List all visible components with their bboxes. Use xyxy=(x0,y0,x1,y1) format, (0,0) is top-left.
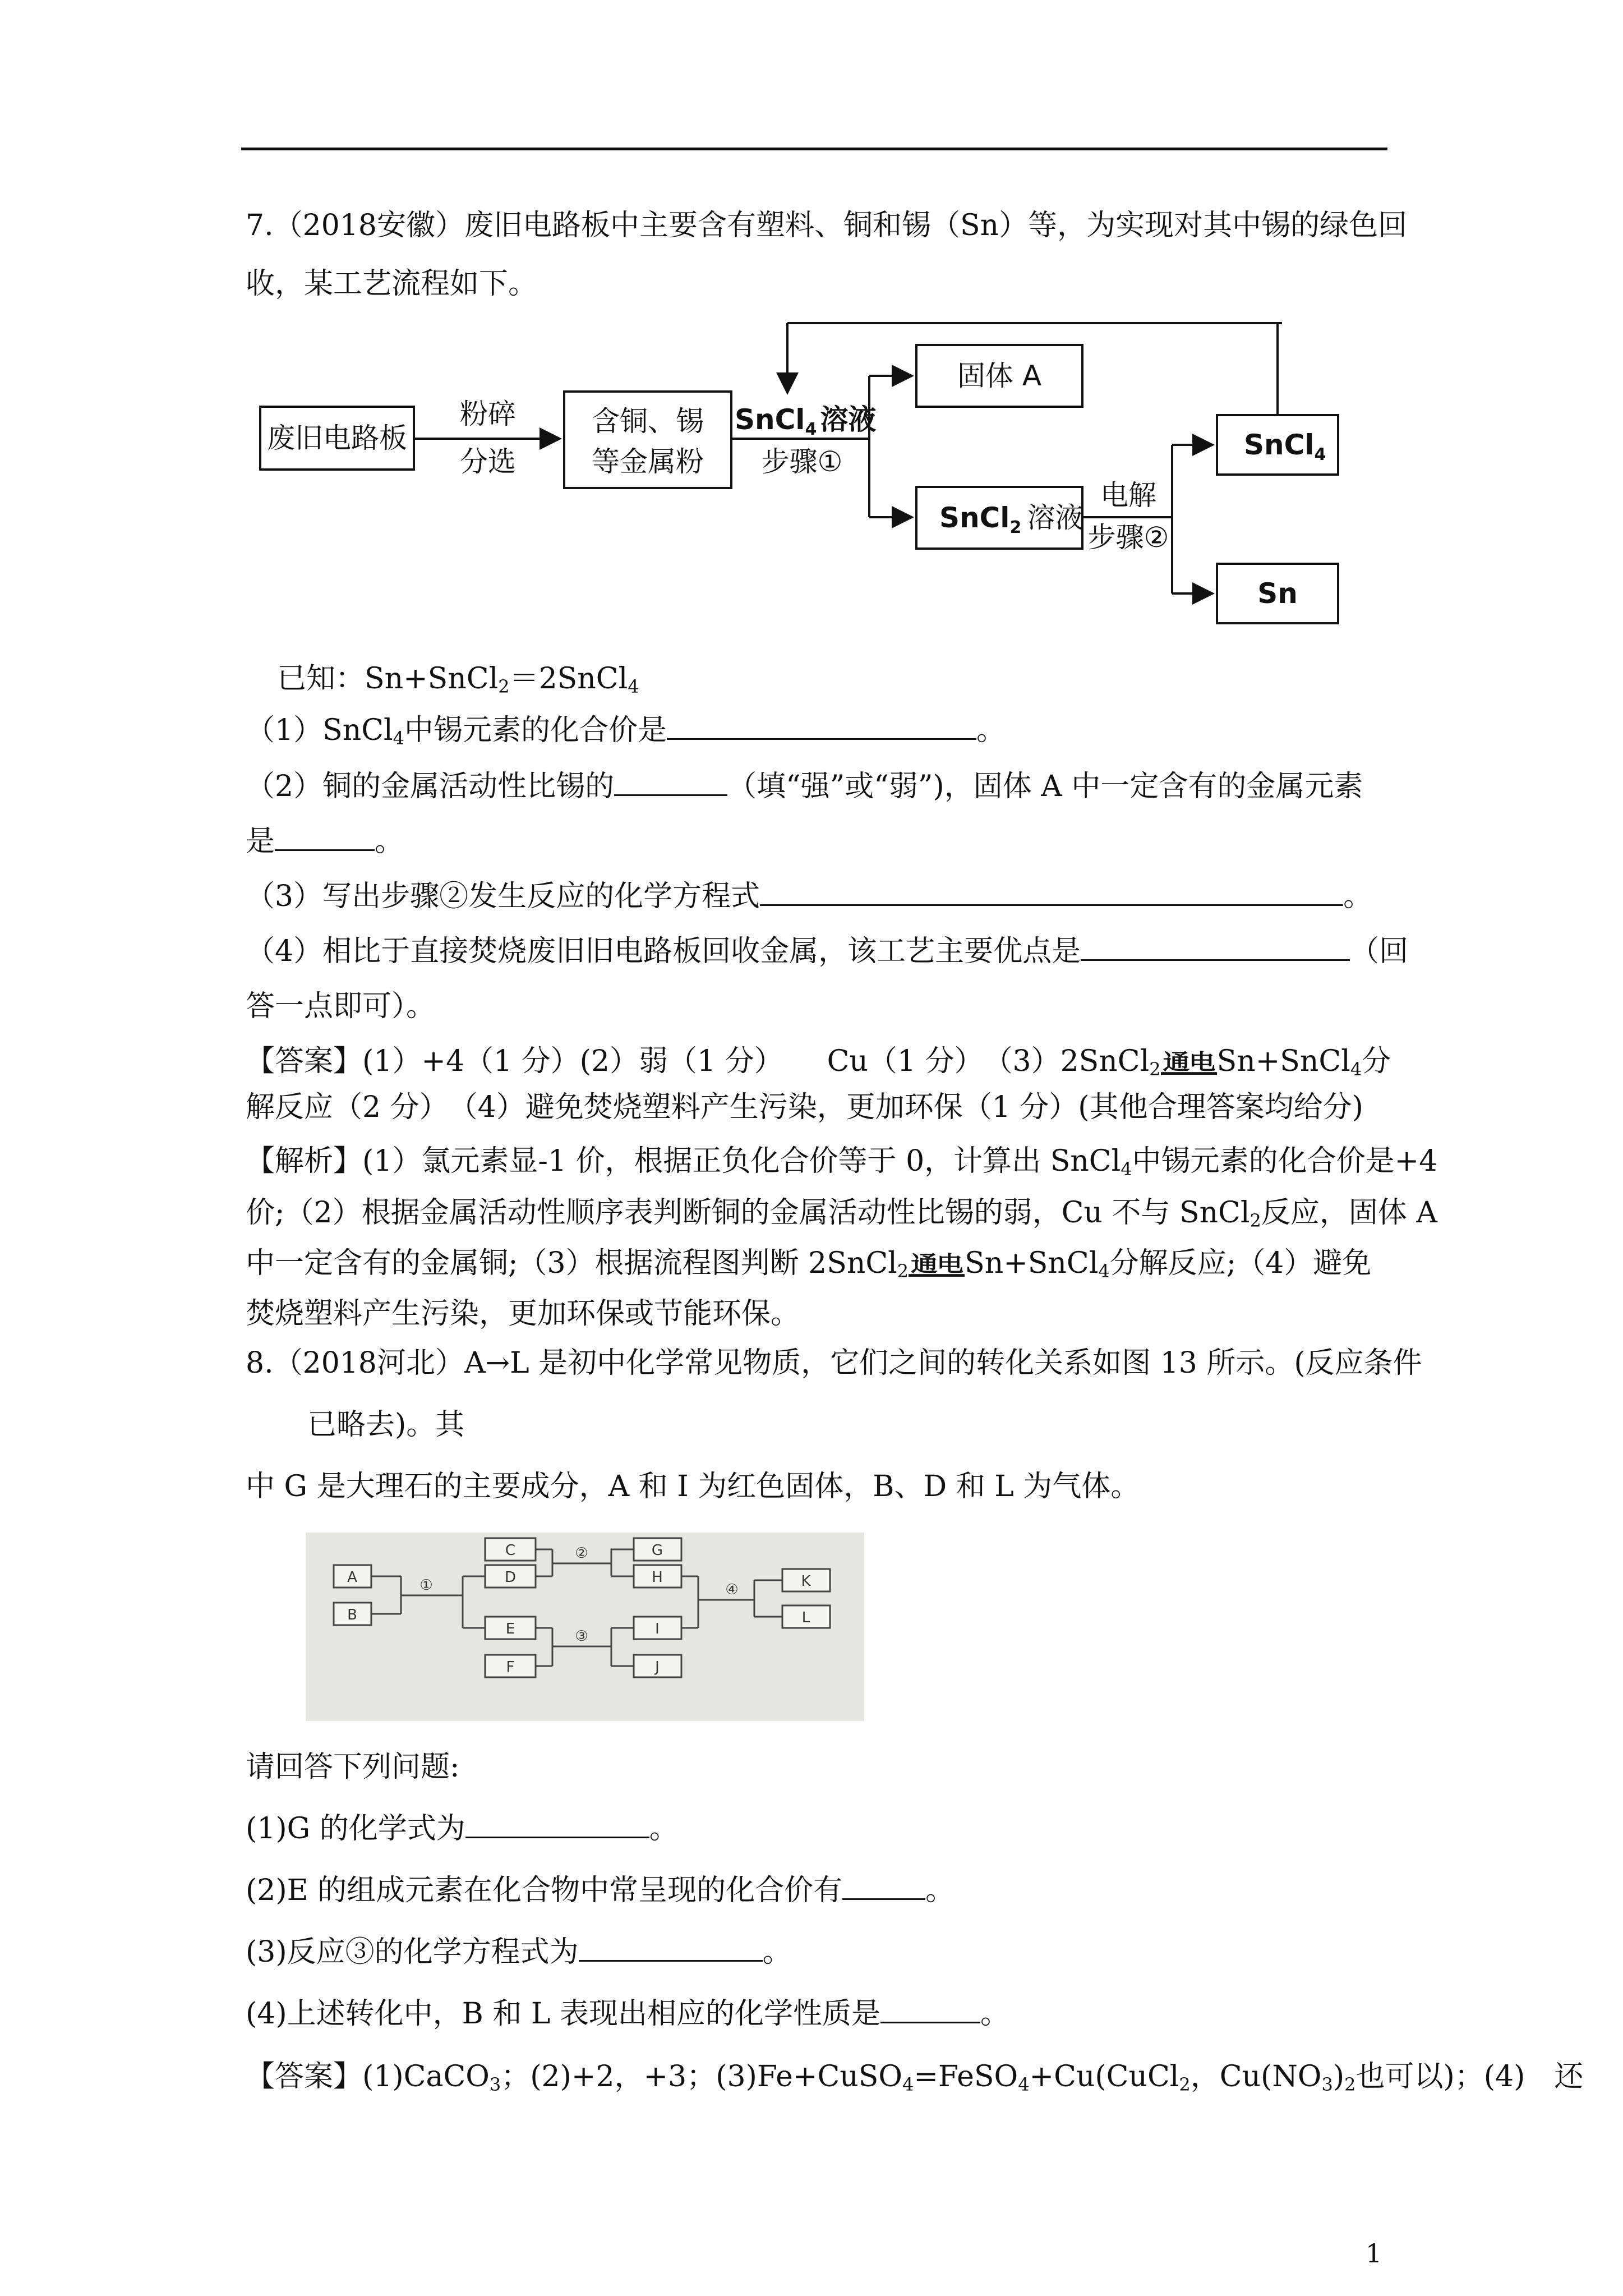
node-e: E xyxy=(505,1621,515,1637)
node-l: L xyxy=(801,1609,810,1626)
node-h: H xyxy=(652,1569,663,1586)
node-g: G xyxy=(651,1542,663,1559)
reaction-1: ① xyxy=(419,1577,433,1594)
q8-sub3: (3)反应③的化学方程式为 。 xyxy=(246,1935,792,1969)
q8-sub2: (2)E 的组成元素在化合物中常呈现的化合价有 。 xyxy=(246,1874,955,1907)
q7-sub3: （3）写出步骤②发生反应的化学方程式 。 xyxy=(246,880,1373,913)
node-i: I xyxy=(655,1621,660,1637)
sncl4-label: SnCl$_4$ xyxy=(1244,429,1326,464)
answer-blank[interactable] xyxy=(880,1997,980,2023)
node-k: K xyxy=(801,1573,811,1590)
answer-blank[interactable] xyxy=(579,1935,763,1962)
answer-blank[interactable] xyxy=(614,770,727,796)
q8-stem-line3: 中 G 是大理石的主要成分，A 和 I 为红色固体，B、D 和 L 为气体。 xyxy=(246,1470,1140,1503)
step1-chem: SnCl$_4$ 溶液 xyxy=(735,403,877,439)
q7-sub2-line1: （2）铜的金属活动性比锡的 （填“强”或“弱”)，固体 A 中一定含有的金属元素 xyxy=(246,770,1363,803)
q8-prompt: 请回答下列问题: xyxy=(246,1750,460,1784)
q7-sub4-line1: （4）相比于直接焚烧废旧旧电路板回收金属，该工艺主要优点是 （回 xyxy=(246,935,1409,968)
answer-blank[interactable] xyxy=(275,825,375,851)
answer-blank[interactable] xyxy=(842,1874,925,1900)
q7-analysis-line2: 价;（2）根据金属活动性顺序表判断铜的金属活动性比锡的弱，Cu 不与 SnCl$_2$反应，固体 A xyxy=(246,1196,1437,1231)
solid-a-label: 固体 A xyxy=(957,360,1042,392)
arrow1-top: 粉碎 xyxy=(460,398,516,430)
node-a: A xyxy=(347,1569,357,1586)
q7-answer-line1: 【答案】(1）+4（1 分）(2）弱（1 分） Cu（1 分） （3）2SnCl$_2$通电Sn+SnCl$_4$分 xyxy=(246,1045,1391,1080)
q8-sub4: (4)上述转化中，B 和 L 表现出相应的化学性质是 。 xyxy=(246,1997,1010,2031)
q8-stem-line2: 已略去)。其 xyxy=(307,1408,465,1442)
answer-blank[interactable] xyxy=(760,880,1343,906)
q7-flowchart xyxy=(241,309,1357,628)
q7-known: 已知：Sn+SnCl$_2$＝2SnCl$_4$ xyxy=(277,662,639,697)
q7-sub4-line2: 答一点即可）。 xyxy=(246,990,436,1023)
answer-blank[interactable] xyxy=(465,1812,649,1838)
node-j: J xyxy=(655,1659,660,1676)
q7-analysis-line3: 中一定含有的金属铜;（3）根据流程图判断 2SnCl$_2$通电Sn+SnCl$_4$分解反应;（4）避免 xyxy=(246,1246,1372,1282)
q8-answer: 【答案】(1)CaCO$_3$；(2)+2，+3；(3)Fe+CuSO$_4$=FeSO$_4$+Cu(CuCl$_2$，$Cu(NO_3)_2$也可以)；(4) 还 xyxy=(246,2060,1584,2095)
sn-label: Sn xyxy=(1257,577,1298,610)
step1-label: 步骤① xyxy=(761,445,843,478)
q7-stem-line1: 7.（2018安徽）废旧电路板中主要含有塑料、铜和锡（Sn）等，为实现对其中锡的绿色回 xyxy=(246,209,1408,242)
q8-relation-diagram xyxy=(306,1533,864,1721)
q7-stem-line2: 收，某工艺流程如下。 xyxy=(246,267,538,301)
q7-analysis-line1: 【解析】(1）氯元素显-1 价，根据正负化合价等于 0，计算出 SnCl$_4$中锡元素的化合价是+4 xyxy=(246,1144,1438,1180)
node-d: D xyxy=(504,1569,517,1586)
reaction-3: ③ xyxy=(575,1628,588,1645)
sncl2-label: SnCl$_2$ 溶液 xyxy=(939,501,1083,537)
node-c: C xyxy=(505,1542,516,1559)
reaction-4: ④ xyxy=(725,1581,739,1598)
q8-sub1: (1)G 的化学式为 。 xyxy=(246,1812,679,1846)
node-b: B xyxy=(347,1607,357,1623)
header-rule xyxy=(241,148,1387,150)
page-number: 1 xyxy=(1366,2238,1382,2269)
node-f: F xyxy=(506,1659,515,1676)
arrow1-bottom: 分选 xyxy=(460,445,516,478)
box2-line2: 等金属粉 xyxy=(592,445,704,478)
box2-line1: 含铜、锡 xyxy=(592,405,704,438)
q7-analysis-line4: 焚烧塑料产生污染，更加环保或节能环保。 xyxy=(246,1297,800,1331)
q8-stem-line1: 8.（2018河北）A→L 是初中化学常见物质，它们之间的转化关系如图 13 所示。(反应条件 xyxy=(246,1346,1422,1380)
q7-sub1: （1）SnCl$_4$中锡元素的化合价是 。 xyxy=(246,714,1006,749)
q7-answer-line2: 解反应（2 分） （4）避免焚烧塑料产生污染，更加环保（1 分）(其他合理答案均给分) xyxy=(246,1091,1363,1124)
box1-label: 废旧电路板 xyxy=(267,422,407,454)
answer-blank[interactable] xyxy=(667,714,976,740)
answer-blank[interactable] xyxy=(1081,935,1350,961)
step2-top: 电解 xyxy=(1100,479,1156,512)
step2-bottom: 步骤② xyxy=(1087,521,1169,554)
reaction-2: ② xyxy=(575,1545,588,1562)
q7-sub2-line2: 是 。 xyxy=(246,825,404,858)
